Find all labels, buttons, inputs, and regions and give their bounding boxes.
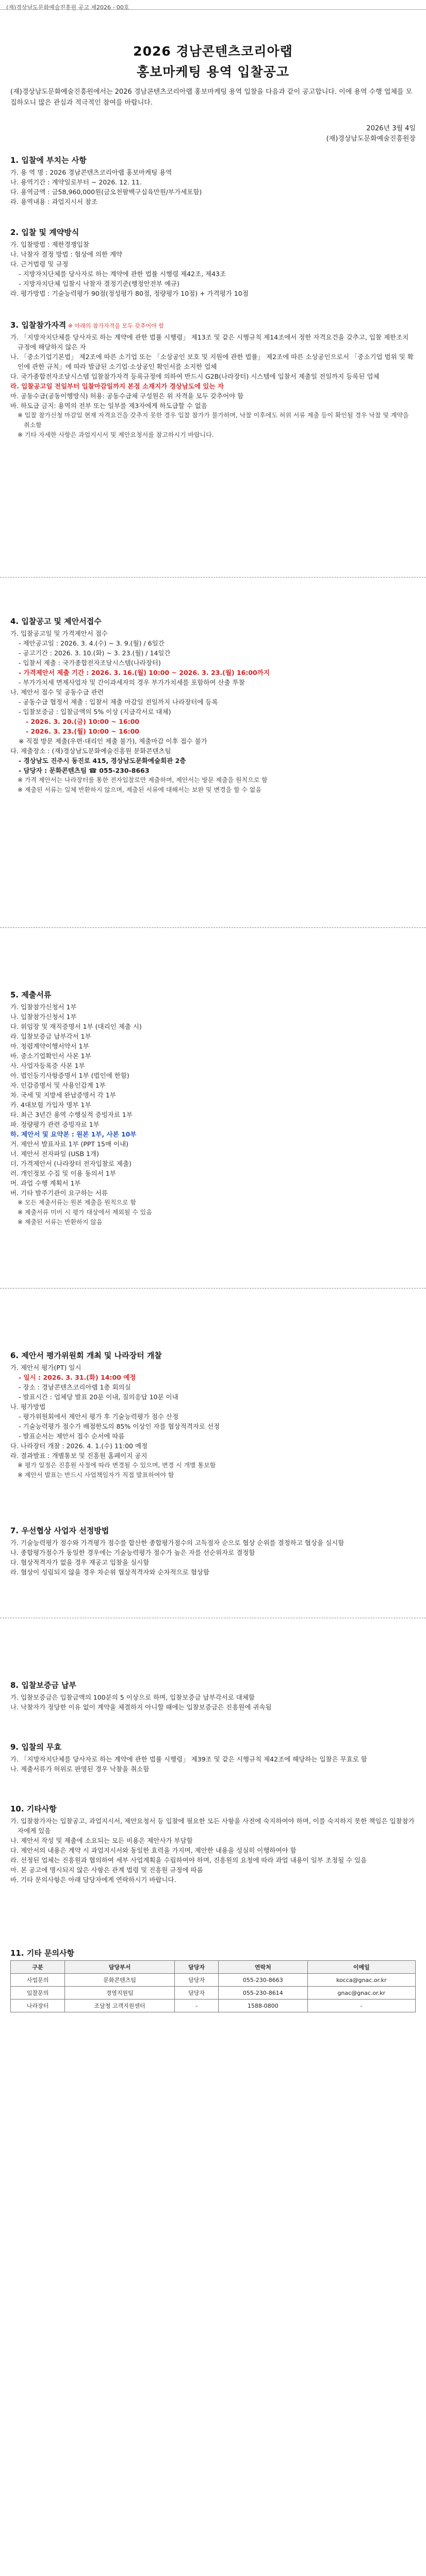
list-item: 버. 기타 발주기관이 요구하는 서류 <box>10 1189 108 1197</box>
list-item: - 평가위원회에서 제안서 평가 후 기술능력평가 점수 산정 <box>19 1413 179 1420</box>
list-item: 바. 하도급 금지: 용역의 전부 또는 일부를 제3자에게 하도급할 수 없음 <box>10 402 207 410</box>
note: ※ 입찰 참가신청 마감일 현재 자격요건을 갖추지 못한 경우 입찰 참가가 불가하며, 낙찰 이후에도 허위 서류 제출 등이 확인될 경우 낙찰 및 계약을 취소함 <box>18 412 409 429</box>
table-cell: gnac@gnac.or.kr <box>307 1987 415 1999</box>
list-item: - 발표순서는 제안서 접수 순서에 따름 <box>19 1432 125 1440</box>
section-5 <box>10 989 416 1227</box>
list-item: 나. 낙찰자 결정 방법 : 협상에 의한 계약 <box>10 250 123 258</box>
list-item: 라. 평가방법 : 기술능력평가 90점(정성평가 80점, 정량평가 10점) + 가격평가 10점 <box>10 290 249 297</box>
note: ※ 제출된 서류는 반환하지 않음 <box>18 1218 103 1226</box>
list-item: 자. 인감증명서 및 사용인감계 1부 <box>10 1081 106 1089</box>
note: ※ 평가 일정은 진흥원 사정에 따라 변경될 수 있으며, 변경 시 개별 통보함 <box>18 1462 216 1469</box>
list-item: 나. 제출서류가 허위로 판명된 경우 낙찰을 취소함 <box>10 1765 150 1773</box>
section-7-title: 7. 우선협상 사업자 선정방법 <box>10 1526 109 1535</box>
list-item: 가. 「지방자치단체를 당사자로 하는 계약에 관한 법률 시행령」 제13조 및 같은 시행규칙 제14조에서 정한 자격요건을 갖추고, 입찰 제한조치 규정에 해당하지 않은 자 <box>10 333 409 351</box>
list-item: 아. 법인등기사항증명서 1부 (법인에 한함) <box>10 1072 129 1079</box>
doc-title-line1: 2026 경남콘텐츠코리아랩 <box>133 44 293 59</box>
list-item: 거. 제안서 발표자료 1부 (PPT 15매 이내) <box>10 1140 129 1148</box>
list-item: 파. 정량평가 관련 증빙자료 1부 <box>10 1121 100 1128</box>
section-divider <box>0 577 426 578</box>
list-item: - 입찰보증금 : 입찰금액의 5% 이상 (지급각서로 대체) <box>19 708 171 716</box>
doc-title <box>10 41 416 80</box>
table-cell: 담당자 <box>174 1974 218 1987</box>
list-item: 머. 과업 수행 계획서 1부 <box>10 1179 81 1187</box>
list-item: 다. 용역금액 : 금58,960,000원(금오천팔백구십육만원/부가세포함) <box>10 188 202 196</box>
section-10-title: 10. 기타사항 <box>10 1804 57 1814</box>
list-item: 나. 낙찰자가 정당한 이유 없이 계약을 체결하지 아니할 때에는 입찰보증금은 진흥원에 귀속됨 <box>10 1703 272 1711</box>
table-cell: 조달청 고객지원센터 <box>65 1999 175 2012</box>
list-item: 가. 용 역 명 : 2026 경남콘텐츠코리아랩 홍보마케팅 용역 <box>10 168 172 176</box>
table-cell: 사업문의 <box>11 1974 65 1987</box>
list-item: 나. 평가방법 <box>10 1403 46 1411</box>
list-item: 나. 제안서 작성 및 제출에 소요되는 모든 비용은 제안사가 부담함 <box>10 1837 193 1844</box>
list-item: 바. 중소기업확인서 사본 1부 <box>10 1052 91 1060</box>
note: ※ 제출된 서류는 일체 반환하지 않으며, 제출된 서류에 대해서는 보완 및 변경을 할 수 없음 <box>18 786 261 793</box>
list-item-highlight: - 가격제안서 제출 기간 : 2026. 3. 16.(월) 10:00 ~ 2026. 3. 23.(월) 16:00까지 <box>19 669 270 676</box>
list-item: 가. 입찰보증금은 입찰금액의 100분의 5 이상으로 하며, 입찰보증금 납부각서로 대체함 <box>10 1693 255 1701</box>
list-item: - 지방자치단체 입찰시 낙찰자 결정기준(행정안전부 예규) <box>19 280 179 287</box>
note: ※ 기타 자세한 사항은 과업지시서 및 제안요청서를 참고하시기 바랍니다. <box>18 431 214 438</box>
table-row <box>11 1999 416 2012</box>
table-header-cell: 담당부서 <box>65 1961 175 1974</box>
section-6 <box>10 1350 416 1480</box>
list-item: 다. 나라장터 개찰 : 2026. 4. 1.(수) 11:00 예정 <box>10 1442 148 1450</box>
section-8-title: 8. 입찰보증금 납부 <box>10 1681 77 1690</box>
table-cell: 055-230-8614 <box>219 1987 307 1999</box>
section-2-title: 2. 입찰 및 계약방식 <box>10 228 79 237</box>
table-header-cell: 담당자 <box>174 1961 218 1974</box>
doc-title-line2: 홍보마케팅 용역 입찰공고 <box>136 64 290 79</box>
intro-signature <box>10 124 416 144</box>
list-item: 가. 입찰참가신청서 1부 <box>10 1003 77 1011</box>
list-item: 나. 종합평가점수가 동일한 경우에는 기술능력평가 점수가 높은 자를 선순위자로 결정함 <box>10 1549 255 1556</box>
list-item: 마. 본 공고에 명시되지 않은 사항은 관계 법령 및 진흥원 규정에 따름 <box>10 1866 203 1874</box>
table-row <box>11 1987 416 1999</box>
section-10 <box>10 1803 416 1885</box>
intro-date: 2026년 3월 4일 <box>366 125 416 132</box>
list-item: 마. 청렴계약이행서약서 1부 <box>10 1042 89 1050</box>
list-item: 바. 기타 문의사항은 아래 담당자에게 연락하시기 바랍니다. <box>10 1876 176 1884</box>
list-item: 나. 입찰참가신청서 1부 <box>10 1013 77 1021</box>
list-item: 카. 4대보험 가입자 명부 1부 <box>10 1101 91 1109</box>
section-3-title <box>10 319 416 330</box>
table-cell: - <box>174 1999 218 2012</box>
list-item: 가. 입찰참가자는 입찰공고, 과업지시서, 제안요청서 등 입찰에 필요한 모든 사항을 사전에 숙지하여야 하며, 이를 숙지하지 못한 책임은 입찰참가자에게 있음 <box>10 1817 415 1835</box>
list-item <box>10 352 416 371</box>
note: ※ 모든 제출서류는 원본 제출을 원칙으로 함 <box>18 1199 137 1206</box>
list-item: - 발표시간 : 업체당 발표 20분 이내, 질의응답 10분 이내 <box>19 1393 178 1401</box>
table-header-cell: 이메일 <box>307 1961 415 1974</box>
list-item: - 공고기간 : 2026. 3. 10.(화) ~ 3. 23.(월) / 14일간 <box>19 649 171 657</box>
section-6-title: 6. 제안서 평가위원회 개최 및 나라장터 개찰 <box>10 1351 162 1360</box>
list-item: 사. 사업자등록증 사본 1부 <box>10 1062 85 1070</box>
list-item: 러. 개인정보 수집 및 이용 동의서 1부 <box>10 1170 116 1177</box>
list-item: 라. 용역내용 : 과업지시서 참조 <box>10 198 97 206</box>
table-cell: 경영지원팀 <box>65 1987 175 1999</box>
list-item: 차. 국세 및 지방세 완납증명서 각 1부 <box>10 1091 116 1099</box>
list-item: 가. 입찰방법 : 제한경쟁입찰 <box>10 241 89 248</box>
section-8 <box>10 1680 416 1712</box>
intro-org: (재)경상남도문화예술진흥원장 <box>326 135 416 143</box>
list-item: 다. 제안서의 내용은 계약 시 과업지시서와 동일한 효력을 가지며, 제안한 내용을 성실히 이행하여야 함 <box>10 1846 297 1854</box>
list-item: 더. 가격제안서 (나라장터 전자입찰로 제출) <box>10 1160 132 1167</box>
section-divider <box>0 927 426 928</box>
list-item: 라. 입찰보증금 납부각서 1부 <box>10 1032 91 1040</box>
section-2 <box>10 227 416 298</box>
table-row <box>11 1974 416 1987</box>
note: ※ 제출서류 미비 시 평가 대상에서 제외될 수 있음 <box>18 1209 152 1216</box>
section-1 <box>10 155 416 207</box>
list-item: - 경상남도 진주시 동진로 415, 경상남도문화예술회관 2층 <box>19 757 186 765</box>
list-item: 나. 용역기간 : 계약일로부터 ~ 2026. 12. 11. <box>10 178 142 186</box>
table-cell: 문화콘텐츠팀 <box>65 1974 175 1987</box>
list-item: ※ 직접 방문 제출(우편·대리인 제출 불가), 제출마감 이후 접수 불가 <box>19 737 207 745</box>
section-1-title: 1. 입찰에 부치는 사항 <box>10 156 87 165</box>
section-4 <box>10 616 416 795</box>
section-11-title: 11. 기타 문의사항 <box>10 1948 74 1958</box>
table-cell: 나라장터 <box>11 1999 65 2012</box>
list-item: - 공동수급 협정서 제출 : 입찰서 제출 마감일 전일까지 나라장터에 등록 <box>19 698 218 706</box>
list-item: 타. 최근 3년간 용역 수행실적 증빙자료 1부 <box>10 1111 133 1118</box>
header-rule <box>0 9 426 10</box>
list-item: - 제안공고일 : 2026. 3. 4.(수) ~ 3. 9.(월) / 6일간 <box>19 639 165 647</box>
intro-text: (재)경상남도문화예술진흥원에서는 2026 경남콘텐츠코리아랩 홍보마케팅 용역 입찰을 다음과 같이 공고합니다. 이에 용역 수행 업체를 모집하오니 많은 관심과 적극적인 참여를 바랍니다. <box>10 88 413 107</box>
table-header-row <box>11 1961 416 1974</box>
section-11 <box>10 1947 416 2012</box>
note: ※ 제안서 발표는 반드시 사업책임자가 직접 발표하여야 함 <box>18 1471 174 1479</box>
section-3 <box>10 319 416 440</box>
section-3-title-text: 3. 입찰참가자격 <box>10 320 67 330</box>
section-7 <box>10 1525 416 1577</box>
list-item-highlight: - 2026. 3. 23.(월) 10:00 ~ 16:00 <box>26 727 139 735</box>
list-item: 라. 협상이 성립되지 않을 경우 차순위 협상적격자와 순차적으로 협상함 <box>10 1568 209 1576</box>
table-cell: 055-230-8663 <box>219 1974 307 1987</box>
section-4-title: 4. 입찰공고 및 제안서접수 <box>10 617 102 626</box>
list-item: 다. 근거법령 및 규정 <box>10 260 69 268</box>
table-cell: 1588-0800 <box>219 1999 307 2012</box>
table-header-cell: 연락처 <box>219 1961 307 1974</box>
table-cell: - <box>307 1999 415 2012</box>
note: ※ 가격 제안서는 나라장터를 통한 전자입찰로만 제출하며, 제안서는 방문 제출을 원칙으로 함 <box>18 776 268 784</box>
list-item: - 부가가치세 면제사업자 및 간이과세자의 경우 부가가치세를 포함하여 산출 투찰 <box>19 679 245 686</box>
section-5-title: 5. 제출서류 <box>10 990 52 999</box>
list-item: 다. 제출장소 : (재)경상남도문화예술진흥원 문화콘텐츠팀 <box>10 747 171 755</box>
list-item: 라. 선정된 업체는 진흥원과 협의하여 세부 사업계획을 수립하여야 하며, 진흥원의 요청에 따라 과업 내용이 일부 조정될 수 있음 <box>10 1856 367 1864</box>
table-cell: 담당자 <box>174 1987 218 1999</box>
section-9 <box>10 1741 416 1774</box>
section-9-title: 9. 입찰의 무효 <box>10 1742 62 1752</box>
list-item: 가. 기술능력평가 점수와 가격평가 점수를 합산한 종합평가점수의 고득점자 순으로 협상 순위를 결정하고 협상을 실시함 <box>10 1539 345 1547</box>
section-3-title-note: ※ 아래의 참가자격을 모두 갖추어야 함 <box>66 323 164 329</box>
list-item: - 지방자치단체를 당사자로 하는 계약에 관한 법률 시행령 제42조, 제43조 <box>19 270 226 278</box>
list-item: 너. 제안서 전자파일 (USB 1개) <box>10 1150 99 1158</box>
contact-table <box>10 1960 416 2012</box>
list-item-highlight: - 일시 : 2026. 3. 31.(화) 14:00 예정 <box>19 1374 136 1381</box>
doc-header-text: (재)경상남도문화예술진흥원 공고 제2026 - 00호 <box>6 4 129 11</box>
list-item: 나. 제안서 접수 및 공동수급 관련 <box>10 688 104 696</box>
table-header-cell: 구분 <box>11 1961 65 1974</box>
list-item: 다. 국가종합전자조달시스템 입찰참가자격 등록규정에 의하여 반드시 G2B(나라장터) 시스템에 입찰서 제출일 전일까지 등록된 업체 <box>10 372 380 380</box>
list-item: - 기술능력평가 점수가 배점한도의 85% 이상인 자를 협상적격자로 선정 <box>19 1422 220 1430</box>
table-cell: 입찰문의 <box>11 1987 65 1999</box>
list-item: 가. 제안서 평가(PT) 일시 <box>10 1364 81 1371</box>
list-item: 가. 「지방자치단체를 당사자로 하는 계약에 관한 법률 시행령」 제39조 및 같은 시행규칙 제42조에 해당하는 입찰은 무효로 함 <box>10 1755 367 1763</box>
list-item: 가. 입찰공고일 및 가격제안서 접수 <box>10 630 108 637</box>
table-cell: kocca@gnac.or.kr <box>307 1974 415 1987</box>
list-item: 라. 결과발표 : 개별통보 및 진흥원 홈페이지 공지 <box>10 1452 148 1460</box>
list-item: 마. 공동수급(공동이행방식) 허용: 공동수급체 구성원은 위 자격을 모두 갖추어야 함 <box>10 392 244 400</box>
list-item: - 장소 : 경남콘텐츠코리아랩 1층 회의실 <box>19 1383 131 1391</box>
list-item: - 입찰서 제출 : 국가종합전자조달시스템(나라장터) <box>19 659 161 667</box>
list-item-text: 나. 「중소기업기본법」 제2조에 따른 소기업 또는 「소상공인 보호 및 지원에 관한 법률」 제2조에 따른 소상공인으로서 「중소기업 범위 및 확인에 관한 규칙」에 따라 발급된 소기업·소상공인 확인서를 소지한 업체 <box>10 353 414 370</box>
list-item: 다. 협상적격자가 없을 경우 재공고 입찰을 실시함 <box>10 1558 150 1566</box>
list-item: 다. 위임장 및 재직증명서 1부 (대리인 제출 시) <box>10 1023 142 1030</box>
section-divider <box>0 1288 426 1289</box>
list-item-highlight: 라. 입찰공고일 전일부터 입찰마감일까지 본점 소재지가 경상남도에 있는 자 <box>10 382 224 390</box>
list-item-highlight: 하. 제안서 및 요약본 : 원본 1부, 사본 10부 <box>10 1130 137 1138</box>
list-item: - 담당자 : 문화콘텐츠팀 ☎ 055-230-8663 <box>19 767 150 774</box>
list-item-highlight: - 2026. 3. 20.(금) 10:00 ~ 16:00 <box>26 718 139 725</box>
